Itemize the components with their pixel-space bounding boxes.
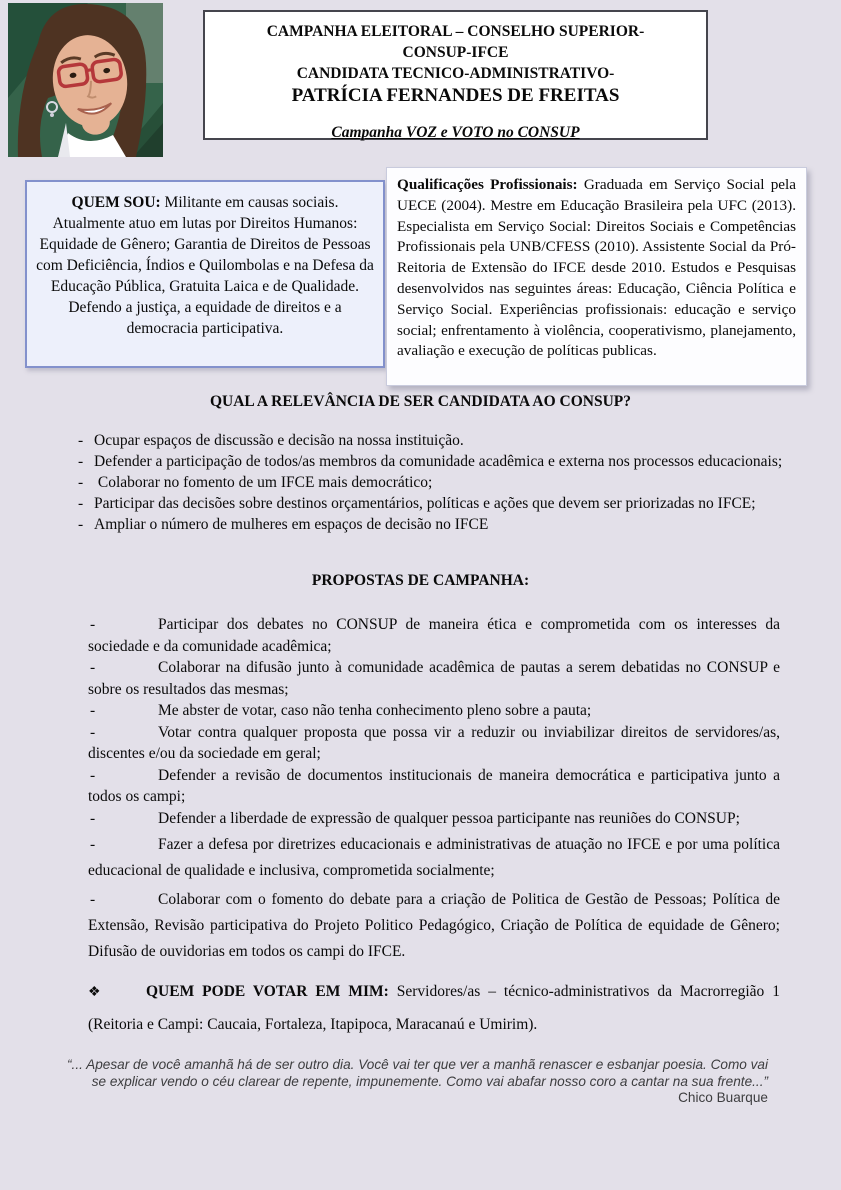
quem-pode-votar-label: QUEM PODE VOTAR EM MIM: bbox=[146, 983, 389, 1000]
quem-sou-text: Militante em causas sociais. Atualmente atuo em lutas por Direitos Humanos: Equidade de Gênero; Garantia de Direitos de Pessoas com Deficiência, Índios e Quilombolas e na Defesa da Educação Pública, Gratuita Laica e de Qualidade. Defendo a justiça, a equidade de direitos e a democracia participativa. bbox=[36, 194, 374, 337]
quem-sou-label: QUEM SOU: bbox=[71, 194, 161, 211]
relevancia-item-text: Colaborar no fomento de um IFCE mais democrático; bbox=[94, 474, 433, 491]
campaign-slogan: Campanha VOZ e VOTO no CONSUP bbox=[331, 124, 580, 141]
dash-bullet: - bbox=[90, 766, 96, 784]
dash-bullet: - bbox=[78, 474, 84, 491]
quote-author: Chico Buarque bbox=[678, 1090, 768, 1105]
propostas-item-text: Defender a liberdade de expressão de qualquer pessoa participante nas reuniões do CONSUP; bbox=[158, 809, 740, 827]
quem-sou-box bbox=[25, 180, 385, 368]
candidate-photo bbox=[8, 3, 163, 157]
dash-bullet: - bbox=[78, 516, 84, 533]
dash-bullet: - bbox=[90, 836, 96, 853]
propostas-list bbox=[88, 614, 780, 965]
campaign-title-line3: CANDIDATA TECNICO-ADMINISTRATIVO- bbox=[296, 65, 615, 82]
propostas-section-title: PROPOSTAS DE CAMPANHA: bbox=[311, 572, 530, 589]
relevancia-list bbox=[68, 430, 783, 535]
candidate-name: PATRÍCIA FERNANDES DE FREITAS bbox=[291, 85, 620, 106]
propostas-item-text: Fazer a defesa por diretrizes educacionais e administrativas de atuação no IFCE e por uma política educacional de qualidade e inclusiva, comprometida socialmente; bbox=[88, 836, 780, 879]
relevancia-list-item bbox=[68, 514, 783, 535]
dash-bullet: - bbox=[90, 809, 96, 827]
propostas-list-item bbox=[88, 722, 780, 765]
quote-text: “... Apesar de você amanhã há de ser outro dia. Você vai ter que ver a manhã renascer e esbanjar poesia. Como vai se explicar vendo o céu clarear de repente, impunemente. Como vai abafar nosso coro a cantar na sua frente...” bbox=[67, 1057, 768, 1089]
qualificacoes-label: Qualificações Profissionais: bbox=[397, 176, 578, 193]
propostas-item-text: Defender a revisão de documentos institucionais de maneira democrática e participativa junto a todos os campi; bbox=[88, 766, 780, 805]
diamond-bullet-icon: ❖ bbox=[88, 985, 101, 1000]
dash-bullet: - bbox=[78, 453, 84, 470]
dash-bullet: - bbox=[90, 616, 96, 633]
dash-bullet: - bbox=[90, 891, 96, 908]
propostas-list-item bbox=[88, 765, 780, 808]
relevancia-list-item bbox=[68, 472, 783, 493]
propostas-list-item bbox=[88, 700, 780, 722]
propostas-list-item bbox=[88, 887, 780, 965]
dash-bullet: - bbox=[78, 432, 84, 449]
propostas-list-item bbox=[88, 657, 780, 700]
relevancia-list-item bbox=[68, 493, 783, 514]
relevancia-item-text: Defender a participação de todos/as membros da comunidade acadêmica e externa nos processos educacionais; bbox=[94, 453, 783, 470]
qualificacoes-text: Graduada em Serviço Social pela UECE (2004). Mestre em Educação Brasileira pela UFC (2013). Especialista em Serviço Social: Direitos Sociais e Competências Profissionais pela UNB/CFESS (2010). Assistente Social da Pró-Reitoria de Extensão do IFCE desde 2010. Estudos e Pesquisas desenvolvidos nas seguintes áreas: Educação, Ciência Política e Serviço Social. Experiências profissionais: educação e serviço social; enfrentamento à violência, cooperativismo, planejamento, avaliação e execução de políticas publicas. bbox=[397, 176, 797, 360]
propostas-list-item bbox=[88, 808, 780, 830]
qualificacoes-box bbox=[386, 167, 807, 386]
closing-quote bbox=[58, 1057, 768, 1107]
header-title-box bbox=[203, 10, 708, 140]
dash-bullet: - bbox=[90, 659, 96, 676]
dash-bullet: - bbox=[90, 723, 96, 741]
relevancia-item-text: Ampliar o número de mulheres em espaços de decisão no IFCE bbox=[94, 516, 489, 533]
dash-bullet: - bbox=[78, 495, 84, 512]
relevancia-item-text: Participar das decisões sobre destinos orçamentários, políticas e ações que devem ser priorizadas no IFCE; bbox=[94, 495, 756, 512]
campaign-title-line1: CAMPANHA ELEITORAL – CONSELHO SUPERIOR- bbox=[266, 23, 645, 40]
quem-pode-votar-text: Servidores/as – técnico-administrativos da Macrorregião 1 (Reitoria e Campi: Caucaia, Fortaleza, Itapipoca, Maracanaú e Umirim). bbox=[88, 983, 781, 1033]
campaign-title-line2: CONSUP-IFCE bbox=[402, 44, 509, 61]
propostas-item-text: Me abster de votar, caso não tenha conhecimento pleno sobre a pauta; bbox=[158, 702, 592, 719]
dash-bullet: - bbox=[90, 702, 96, 719]
relevancia-section-title: QUAL A RELEVÂNCIA DE SER CANDIDATA AO CONSUP? bbox=[209, 393, 631, 410]
relevancia-list-item bbox=[68, 451, 783, 472]
relevancia-item-text: Ocupar espaços de discussão e decisão na nossa instituição. bbox=[94, 432, 464, 449]
propostas-list-item bbox=[88, 614, 780, 657]
quem-pode-votar-paragraph bbox=[88, 976, 780, 1041]
relevancia-list-item bbox=[68, 430, 783, 451]
propostas-list-item bbox=[88, 832, 780, 884]
candidate-portrait-illustration bbox=[8, 3, 163, 157]
propostas-item-text: Colaborar na difusão junto à comunidade acadêmica de pautas a serem debatidas no CONSUP e sobre os resultados das mesmas; bbox=[88, 659, 780, 698]
propostas-item-text: Votar contra qualquer proposta que possa vir a reduzir ou inviabilizar direitos de servidores/as, discentes e/ou da sociedade em geral; bbox=[88, 723, 780, 762]
propostas-item-text: Colaborar com o fomento do debate para a criação de Politica de Gestão de Pessoas; Política de Extensão, Revisão participativa do Projeto Politico Pedagógico, Criação de Política de equidade de Gênero; Difusão de ouvidorias em todos os campi do IFCE. bbox=[88, 891, 780, 960]
propostas-item-text: Participar dos debates no CONSUP de maneira ética e comprometida com os interesses da sociedade e da comunidade acadêmica; bbox=[88, 616, 780, 655]
